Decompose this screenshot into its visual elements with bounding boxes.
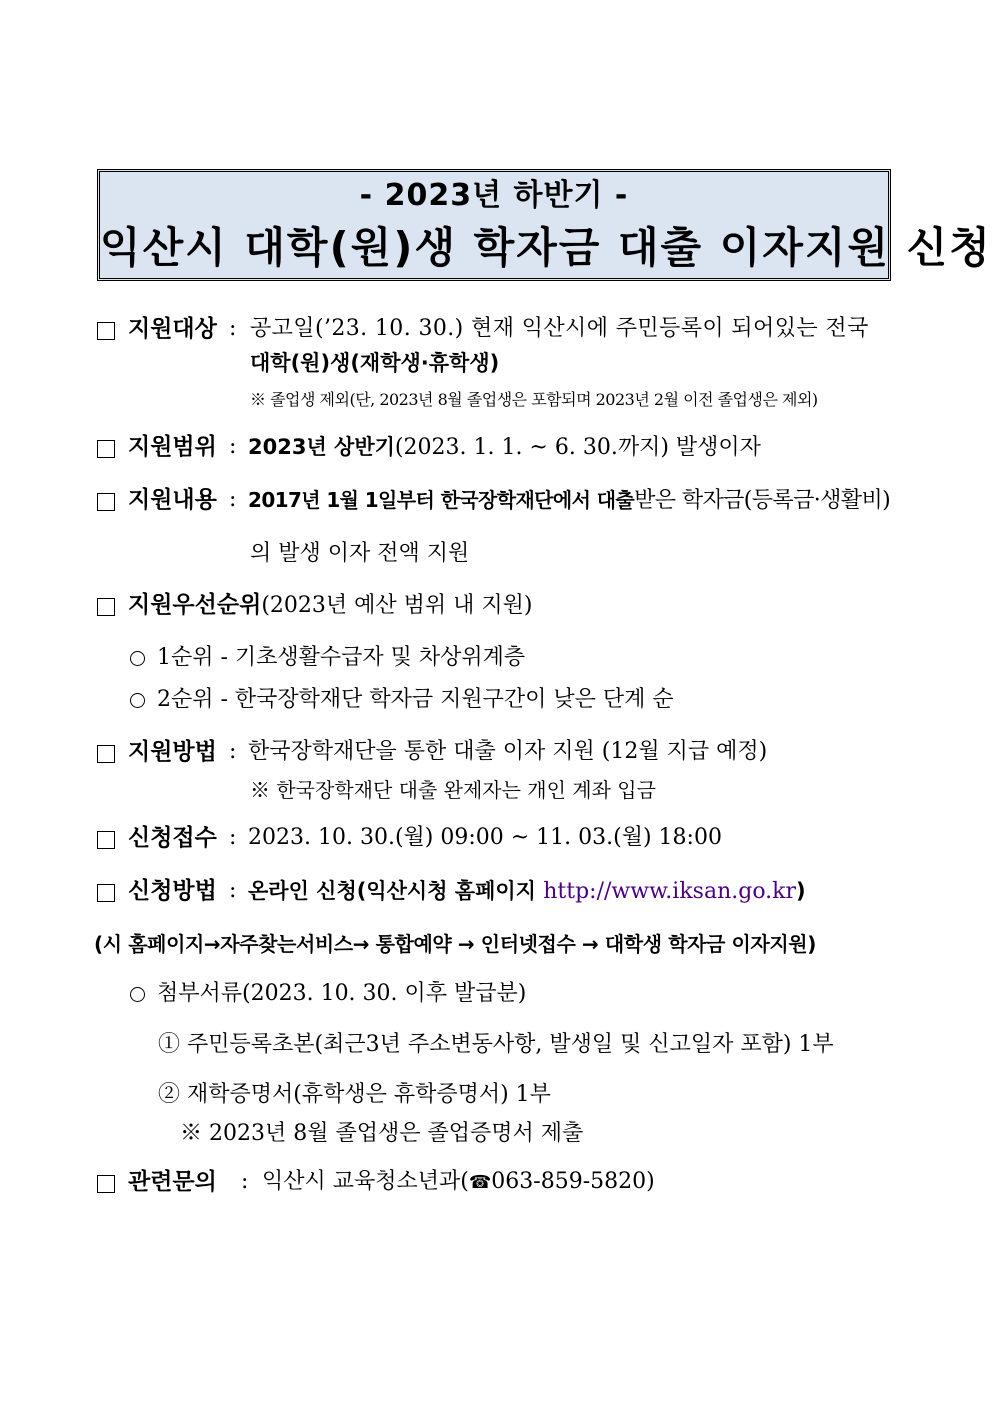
checkbox-square-icon	[97, 1175, 115, 1193]
title-subtitle: - 2023년 하반기 -	[359, 178, 629, 213]
contact-text	[262, 1167, 655, 1198]
label-colon: :	[229, 739, 237, 764]
label-colon: :	[241, 1169, 249, 1194]
apply-close: )	[796, 879, 806, 903]
section-label: 지원우선순위	[128, 592, 262, 618]
section-label: 신청방법	[128, 878, 217, 904]
section-label: 관련문의	[128, 1169, 217, 1195]
contact-close: )	[646, 1169, 655, 1194]
checkbox-square-icon	[97, 322, 115, 340]
priority-item-1: 1순위 - 기초생활수급자 및 차상위계층	[157, 645, 526, 670]
content-line-1	[248, 485, 890, 516]
checkbox-square-icon	[97, 745, 115, 763]
section-label: 신청접수	[128, 825, 217, 851]
target-note: ※ 졸업생 제외(단, 2023년 8월 졸업생은 포함되며 2023년 2월 이전 졸업생은 제외)	[250, 390, 818, 409]
apply-path: (시 홈페이지→자주찾는서비스→ 통합예약 → 인터넷접수 → 대학생 학자금 이자지원)	[94, 932, 816, 956]
doc-item-2: ② 재학증명서(휴학생은 휴학증명서) 1부	[158, 1082, 551, 1107]
label-colon: :	[229, 878, 237, 903]
content-rest: 받은 학자금(등록금·생활비)	[634, 488, 891, 513]
contact-phone: 063-859-5820	[491, 1169, 647, 1194]
section-label: 지원대상	[128, 316, 217, 342]
scope-text	[248, 432, 761, 463]
label-colon: :	[229, 434, 237, 459]
content-highlight: 2017년 1월 1일부터 한국장학재단에서 대출	[248, 488, 635, 512]
checkbox-square-icon	[97, 493, 115, 511]
checkbox-square-icon	[97, 831, 115, 849]
title-box	[97, 169, 992, 281]
section-label: 지원내용	[128, 487, 217, 513]
page-title: 익산시 대학(원)생 학자금 대출 이자지원 신청	[100, 223, 992, 272]
priority-header	[128, 590, 532, 621]
section-label: 지원범위	[128, 434, 217, 460]
target-line-2: 대학(원)생(재학생·휴학생)	[250, 351, 500, 375]
phone-icon: ☎	[468, 1172, 492, 1193]
checkbox-square-icon	[97, 884, 115, 902]
label-colon: :	[229, 316, 237, 341]
docs-note: ※ 2023년 8월 졸업생은 졸업증명서 제출	[180, 1121, 584, 1146]
apply-text: 온라인 신청(익산시청 홈페이지	[248, 879, 544, 903]
scope-period: (2023. 1. 1. ~ 6. 30.까지) 발생이자	[394, 435, 761, 460]
doc-item-1: ① 주민등록초본(최근3년 주소변동사항, 발생일 및 신고일자 포함) 1부	[158, 1032, 834, 1057]
docs-title: 첨부서류(2023. 10. 30. 이후 발급분)	[157, 981, 527, 1006]
priority-item-2: 2순위 - 한국장학재단 학자금 지원구간이 낮은 단계 순	[157, 687, 674, 712]
section-label: 지원방법	[128, 739, 217, 765]
content-line-2: 의 발생 이자 전액 지원	[250, 541, 470, 566]
label-colon: :	[229, 825, 237, 850]
circle-bullet-icon	[130, 651, 145, 666]
target-line-1: 공고일(’23. 10. 30.) 현재 익산시에 주민등록이 되어있는 전국	[250, 316, 869, 341]
priority-suffix: (2023년 예산 범위 내 지원)	[261, 593, 533, 618]
checkbox-square-icon	[97, 598, 115, 616]
apply-line	[248, 876, 806, 907]
checkbox-square-icon	[97, 440, 115, 458]
method-line-1: 한국장학재단을 통한 대출 이자 지원 (12월 지급 예정)	[248, 739, 768, 764]
method-note: ※ 한국장학재단 대출 완제자는 개인 계좌 입금	[250, 778, 656, 802]
circle-bullet-icon	[130, 987, 145, 1002]
reception-date: 2023. 10. 30.(월) 09:00 ~ 11. 03.(월) 18:00	[248, 825, 722, 850]
scope-highlight: 2023년 상반기	[248, 435, 395, 459]
contact-dept: 익산시 교육청소년과(	[262, 1169, 469, 1194]
label-colon: :	[229, 487, 237, 512]
homepage-link[interactable]: http://www.iksan.go.kr	[543, 879, 797, 904]
circle-bullet-icon	[130, 693, 145, 708]
